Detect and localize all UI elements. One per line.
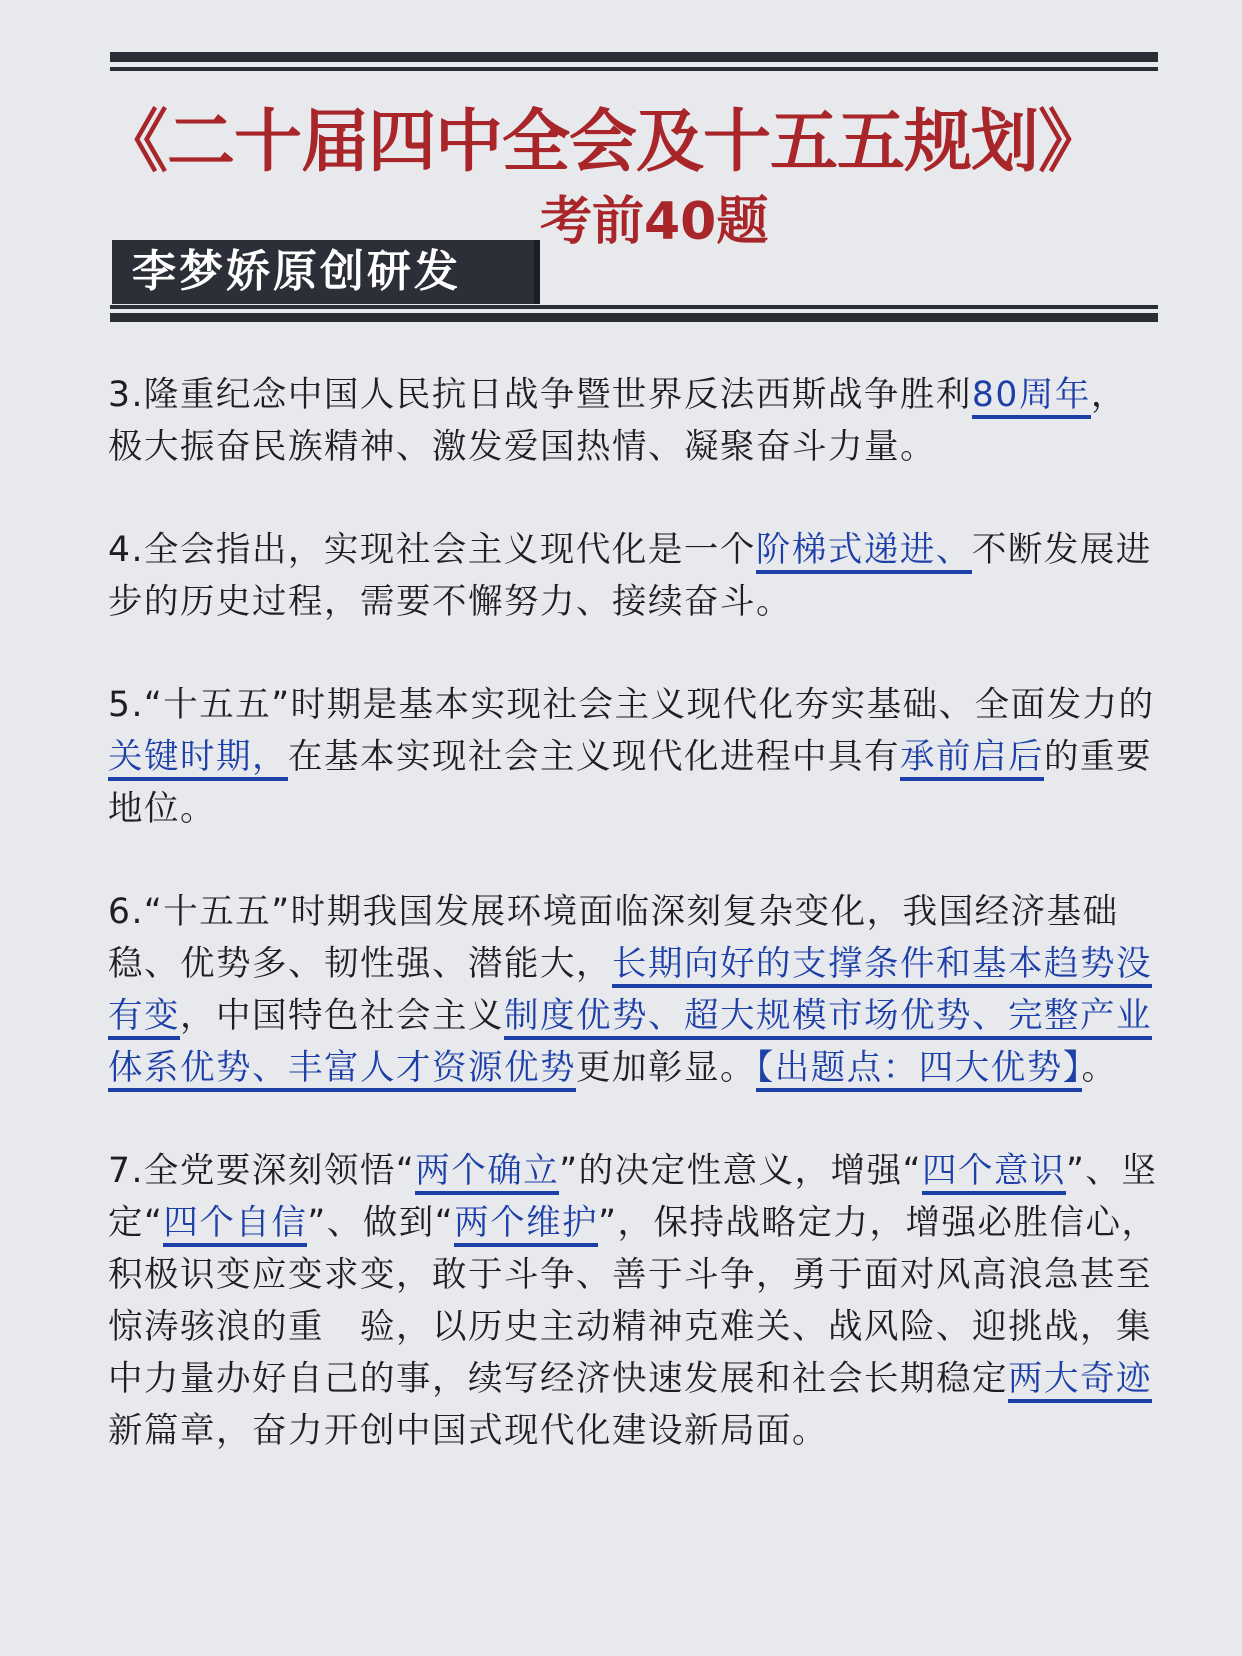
paragraph-text xyxy=(324,1307,360,1347)
highlighted-keyword: 关键时期， xyxy=(108,737,288,781)
paragraph-text: 7.全党要深刻领悟“ xyxy=(108,1151,416,1191)
bottom-thin-rule xyxy=(110,305,1158,309)
highlighted-keyword: 阶梯式递进、 xyxy=(756,530,972,574)
paragraph-text: 3.隆重纪念中国人民抗日战争暨世界反法西斯战争胜利 xyxy=(108,375,972,415)
paragraph-text: ，中国特色社会主义 xyxy=(180,996,504,1036)
paragraph-text: 验，以历史主动精神克难关、战风险、迎挑战，集中力量办好自己的事，续写经济快速发展和社会长期稳定 xyxy=(108,1307,1152,1399)
paragraph-text: ”的决定性意义，增强“ xyxy=(559,1151,923,1191)
question-paragraph xyxy=(108,1145,1160,1457)
highlighted-keyword: 四个自信 xyxy=(163,1203,307,1247)
bottom-thick-rule xyxy=(110,313,1158,322)
highlighted-keyword: 【出题点：四大优势】 xyxy=(756,1048,1082,1092)
question-paragraph xyxy=(108,679,1160,835)
highlighted-keyword: 长期向好的支撑条件和基本趋势没有变 xyxy=(108,944,1152,1040)
page-subtitle: 考前40题 xyxy=(540,192,769,252)
highlighted-keyword: 两个确立 xyxy=(415,1151,559,1195)
top-thick-rule xyxy=(110,52,1158,62)
highlighted-keyword: 两个维护 xyxy=(454,1203,598,1247)
paragraph-text: 4.全会指出，实现社会主义现代化是一个 xyxy=(108,530,756,570)
question-paragraph xyxy=(108,886,1160,1094)
author-label: 李梦娇原创研发 xyxy=(132,246,461,297)
highlighted-keyword: 两大奇迹 xyxy=(1008,1359,1152,1403)
question-list xyxy=(108,369,1160,1508)
paragraph-text: 5.“十五五”时期是基本实现社会主义现代化夯实基础、全面发力的 xyxy=(108,685,1155,725)
question-paragraph xyxy=(108,524,1160,628)
author-banner xyxy=(112,240,540,304)
paragraph-text: 6.“十五五”时期我国发展环境面临深刻复杂变化，我国经济基础稳、优势多、韧性强、潜能大， xyxy=(108,892,1119,984)
top-thin-rule xyxy=(110,67,1158,71)
paragraph-text: ”、做到“ xyxy=(307,1203,455,1243)
paragraph-text: 在基本实现社会主义现代化进程中具有 xyxy=(288,737,900,777)
page-title: 《二十届四中全会及十五五规划》 xyxy=(100,103,1106,182)
paragraph-text: ”，保持战略定力，增强必胜信心，积极识变应变求变，敢于斗争、善于斗争，勇于面对风高浪急甚至惊涛骇浪的重 xyxy=(108,1203,1158,1347)
paragraph-text: 新篇章，奋力开创中国式现代化建设新局面。 xyxy=(108,1411,828,1451)
paragraph-text: 不断发展进步的历史过程，需要不懈努力、接续奋斗。 xyxy=(108,530,1152,622)
paragraph-text: 。 xyxy=(1081,1048,1118,1088)
paragraph-text: 更加彰显。 xyxy=(576,1048,756,1088)
paragraph-text: ，极大振奋民族精神、激发爱国热情、凝聚奋斗力量。 xyxy=(108,375,1127,467)
highlighted-keyword: 承前启后 xyxy=(900,737,1044,781)
highlighted-keyword: 80周年 xyxy=(972,375,1091,419)
highlighted-keyword: 制度优势、超大规模市场优势、完整产业体系优势、丰富人才资源优势 xyxy=(108,996,1152,1092)
paragraph-text: ”、坚定“ xyxy=(108,1151,1158,1243)
paragraph-text: 的重要地位。 xyxy=(108,737,1152,829)
question-paragraph xyxy=(108,369,1160,473)
highlighted-keyword: 四个意识 xyxy=(922,1151,1066,1195)
